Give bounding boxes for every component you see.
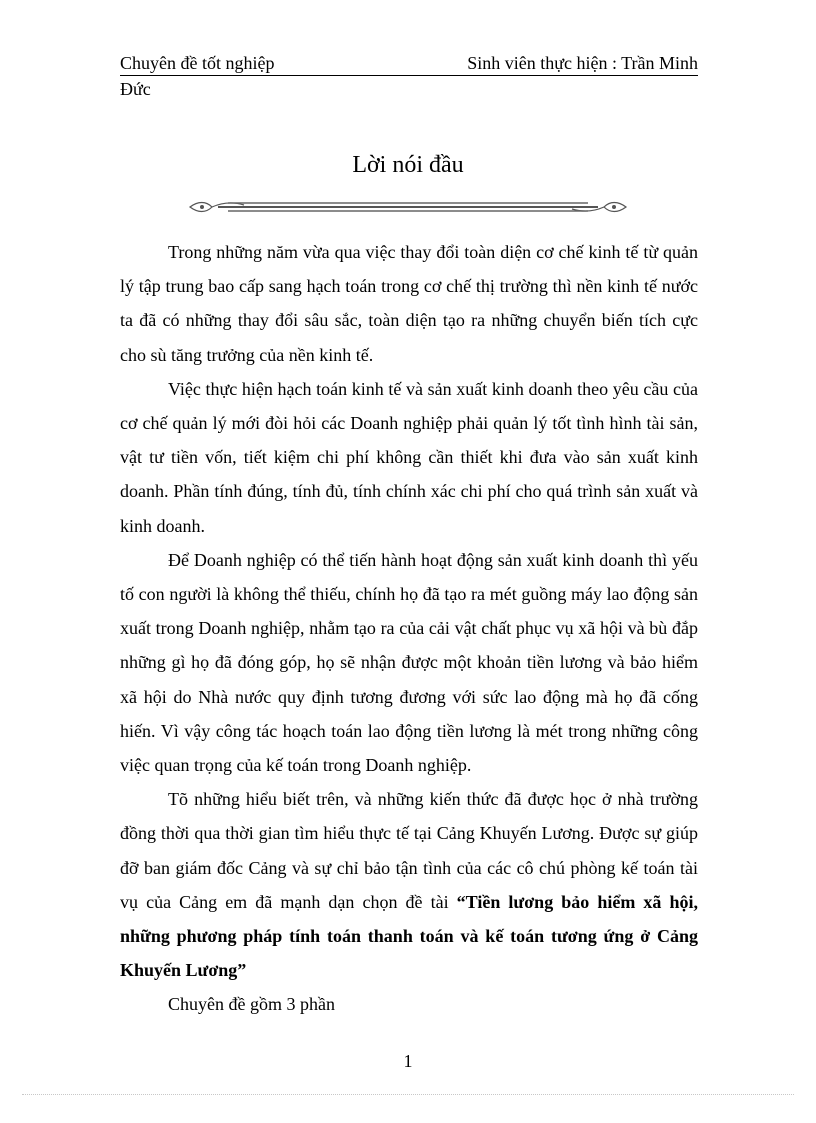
paragraph-4 (120, 782, 698, 987)
header-continuation: Đức (120, 79, 151, 99)
header-left: Chuyên đề tốt nghiệp (120, 53, 275, 73)
paragraph-2: Việc thực hiện hạch toán kinh tế và sản xuất kinh doanh theo yêu cầu của cơ chế quản lý mới đòi hỏi các Doanh nghiệp phải quản lý tốt tình hình tài sản, vật tư tiền vốn, tiết kiệm chi phí không cần thiết khi đưa vào sản xuất kinh doanh. Phần tính đúng, tính đủ, tính chính xác chi phí cho quá trình sản xuất và kinh doanh. (120, 378, 698, 536)
paragraph-3: Để Doanh nghiệp có thể tiến hành hoạt động sản xuất kinh doanh thì yếu tố con người là không thể thiếu, chính họ đã tạo ra mét guồng máy lao động sản xuất trong Doanh nghiệp, nhằm tạo ra của cải vật chất phục vụ xã hội và bù đắp những gì họ đã đóng góp, họ sẽ nhận được một khoản tiền lương và bảo hiểm xã hội do Nhà nước quy định tương đương với sức lao động mà họ đã cống hiến. Vì vậy công tác hoạch toán lao động tiền lương là mét trong những công việc quan trọng của kế toán trong Doanh nghiệp. (120, 549, 698, 776)
paragraph-1: Trong những năm vừa qua việc thay đổi toàn diện cơ chế kinh tế từ quản lý tập trung bao cấp sang hạch toán trong cơ chế thị trường thì nền kinh tế nước ta đã có những thay đổi sâu sắc, toàn diện tạo ra những chuyển biến tích cực cho sù tăng trưởng của nền kinh tế. (120, 242, 698, 365)
paragraph-5: Chuyên đề gồm 3 phần (168, 994, 335, 1015)
decorative-divider-icon (188, 197, 628, 217)
thesis-topic: “Tiền lương bảo hiểm xã hội, những phương pháp tính toán thanh toán và kế toán tương ứng ở Cảng Khuyến Lương” (120, 891, 699, 981)
page-number: 1 (403, 1051, 413, 1071)
header-right: Sinh viên thực hiện : Trần Minh (467, 53, 698, 73)
page-header (120, 52, 698, 100)
page-bottom-divider (22, 1094, 794, 1095)
header-row (120, 52, 698, 76)
document-body (120, 235, 698, 1022)
page-title: Lời nói đầu (352, 152, 464, 178)
paragraph-4-intro: Tõ những hiểu biết trên, và những kiến thức đã được học ở nhà trường đồng thời qua thời gian tìm hiểu thực tế tại Cảng Khuyến Lương. Được sự giúp đỡ ban giám đốc Cảng và sự chỉ bảo tận tình của các cô chú phòng kế toán tài vụ của Cảng em đã mạnh dạn chọn đề tài (120, 789, 698, 912)
